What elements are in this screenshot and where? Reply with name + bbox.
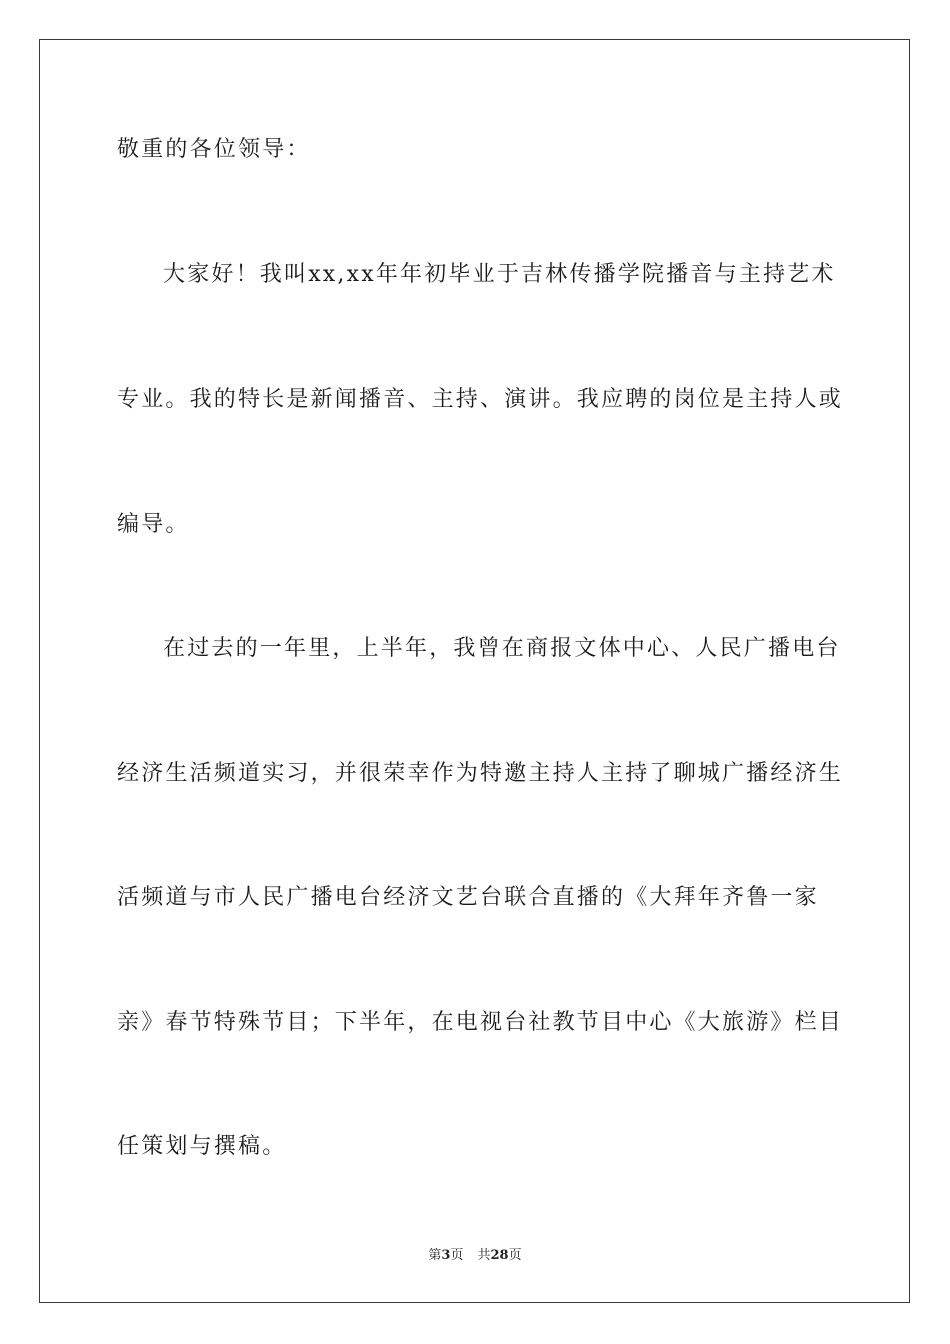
paragraph-2-line-1: 在过去的一年里，上半年，我曾在商报文体中心、人民广播电台: [163, 636, 841, 661]
paragraph-2-line-5: 任策划与撰稿。: [117, 1134, 287, 1159]
page-footer: [0, 1248, 950, 1264]
page-suffix: 页: [450, 1248, 464, 1263]
page-prefix: 第: [428, 1248, 442, 1263]
salutation: 敬重的各位领导：: [117, 137, 311, 162]
page-border: [39, 39, 910, 1303]
total-pages: 28: [490, 1248, 509, 1263]
paragraph-2-line-2: 经济生活频道实习，并很荣幸作为特邀主持人主持了聊城广播经济生: [117, 761, 844, 786]
total-suffix: 页: [508, 1248, 522, 1263]
paragraph-1-line-1: 大家好！我叫xx,xx年年初毕业于吉林传播学院播音与主持艺术: [163, 262, 836, 287]
paragraph-1-line-3: 编导。: [117, 512, 190, 537]
paragraph-2-line-4: 亲》春节特殊节目；下半年，在电视台社教节目中心《大旅游》栏目: [117, 1010, 844, 1035]
total-prefix: 共: [477, 1248, 491, 1263]
paragraph-2-line-3: 活频道与市人民广播电台经济文艺台联合直播的《大拜年齐鲁一家: [117, 885, 819, 910]
page-number: 3: [441, 1248, 451, 1263]
paragraph-1-line-2: 专业。我的特长是新闻播音、主持、演讲。我应聘的岗位是主持人或: [117, 387, 844, 412]
